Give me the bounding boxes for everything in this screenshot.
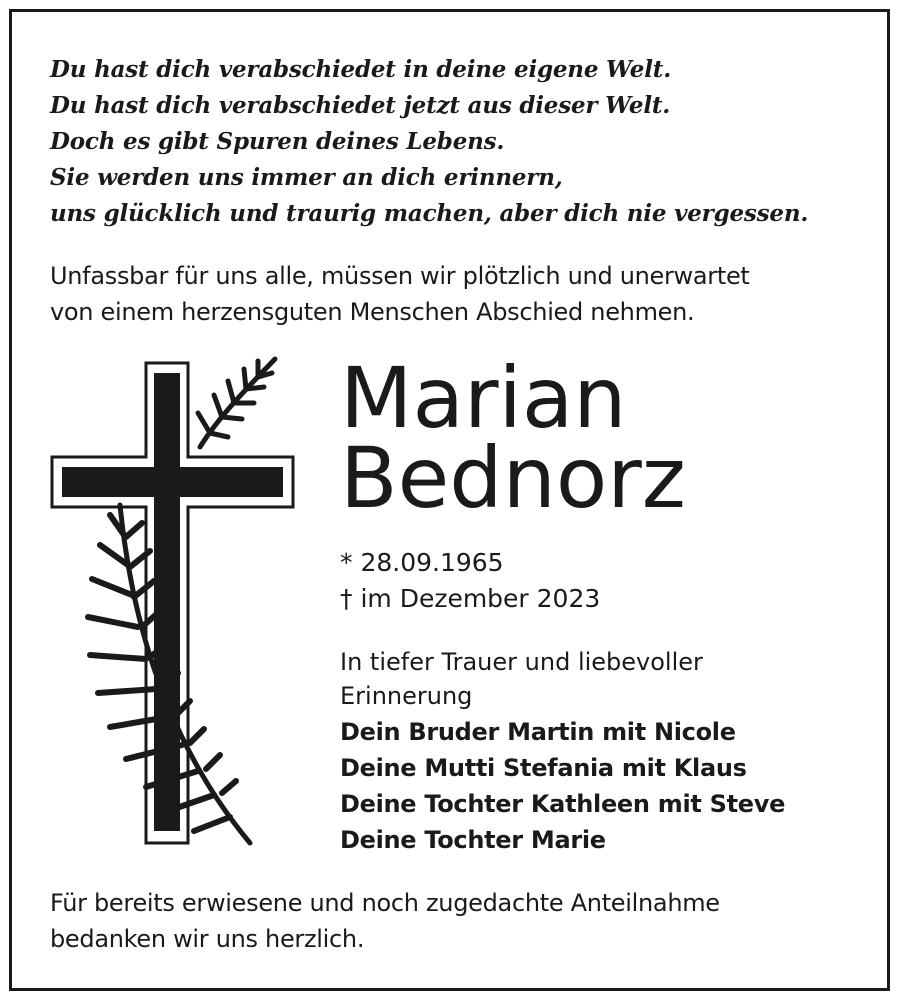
thanks-line: Für bereits erwiesene und noch zugedachte Anteilnahme — [50, 889, 720, 917]
family-member: Deine Tochter Marie — [340, 826, 606, 854]
poem-line: uns glücklich und traurig machen, aber dich nie vergessen. — [50, 200, 809, 227]
mourning-text — [340, 645, 860, 713]
family-member: Deine Mutti Stefania mit Klaus — [340, 754, 747, 782]
family-member: Deine Tochter Kathleen mit Steve — [340, 790, 786, 818]
mourning-line: In tiefer Trauer und liebevoller — [340, 648, 703, 676]
poem-line: Sie werden uns immer an dich erinnern, — [50, 164, 563, 191]
poem-line: Du hast dich verabschiedet in deine eigene Welt. — [50, 56, 672, 83]
poem — [50, 52, 870, 232]
cross-with-palm-icon — [50, 355, 300, 855]
death-date: † im Dezember 2023 — [340, 584, 601, 613]
mourning-line: Erinnerung — [340, 682, 473, 710]
life-dates — [340, 545, 860, 617]
intro-line: Unfassbar für uns alle, müssen wir plötzlich und unerwartet — [50, 262, 750, 290]
poem-line: Du hast dich verabschiedet jetzt aus dieser Welt. — [50, 92, 671, 119]
palm-frond-top — [198, 359, 275, 447]
thanks-text — [50, 885, 870, 957]
first-name: Marian — [340, 349, 627, 447]
last-name: Bednorz — [340, 429, 686, 527]
deceased-name — [340, 349, 860, 527]
cross-solid — [62, 373, 283, 831]
family-member: Dein Bruder Martin mit Nicole — [340, 718, 736, 746]
intro-text — [50, 258, 870, 330]
thanks-line: bedanken wir uns herzlich. — [50, 925, 365, 953]
family-list — [340, 714, 880, 858]
poem-line: Doch es gibt Spuren deines Lebens. — [50, 128, 505, 155]
intro-line: von einem herzensguten Menschen Abschied nehmen. — [50, 298, 695, 326]
birth-date: * 28.09.1965 — [340, 548, 504, 577]
